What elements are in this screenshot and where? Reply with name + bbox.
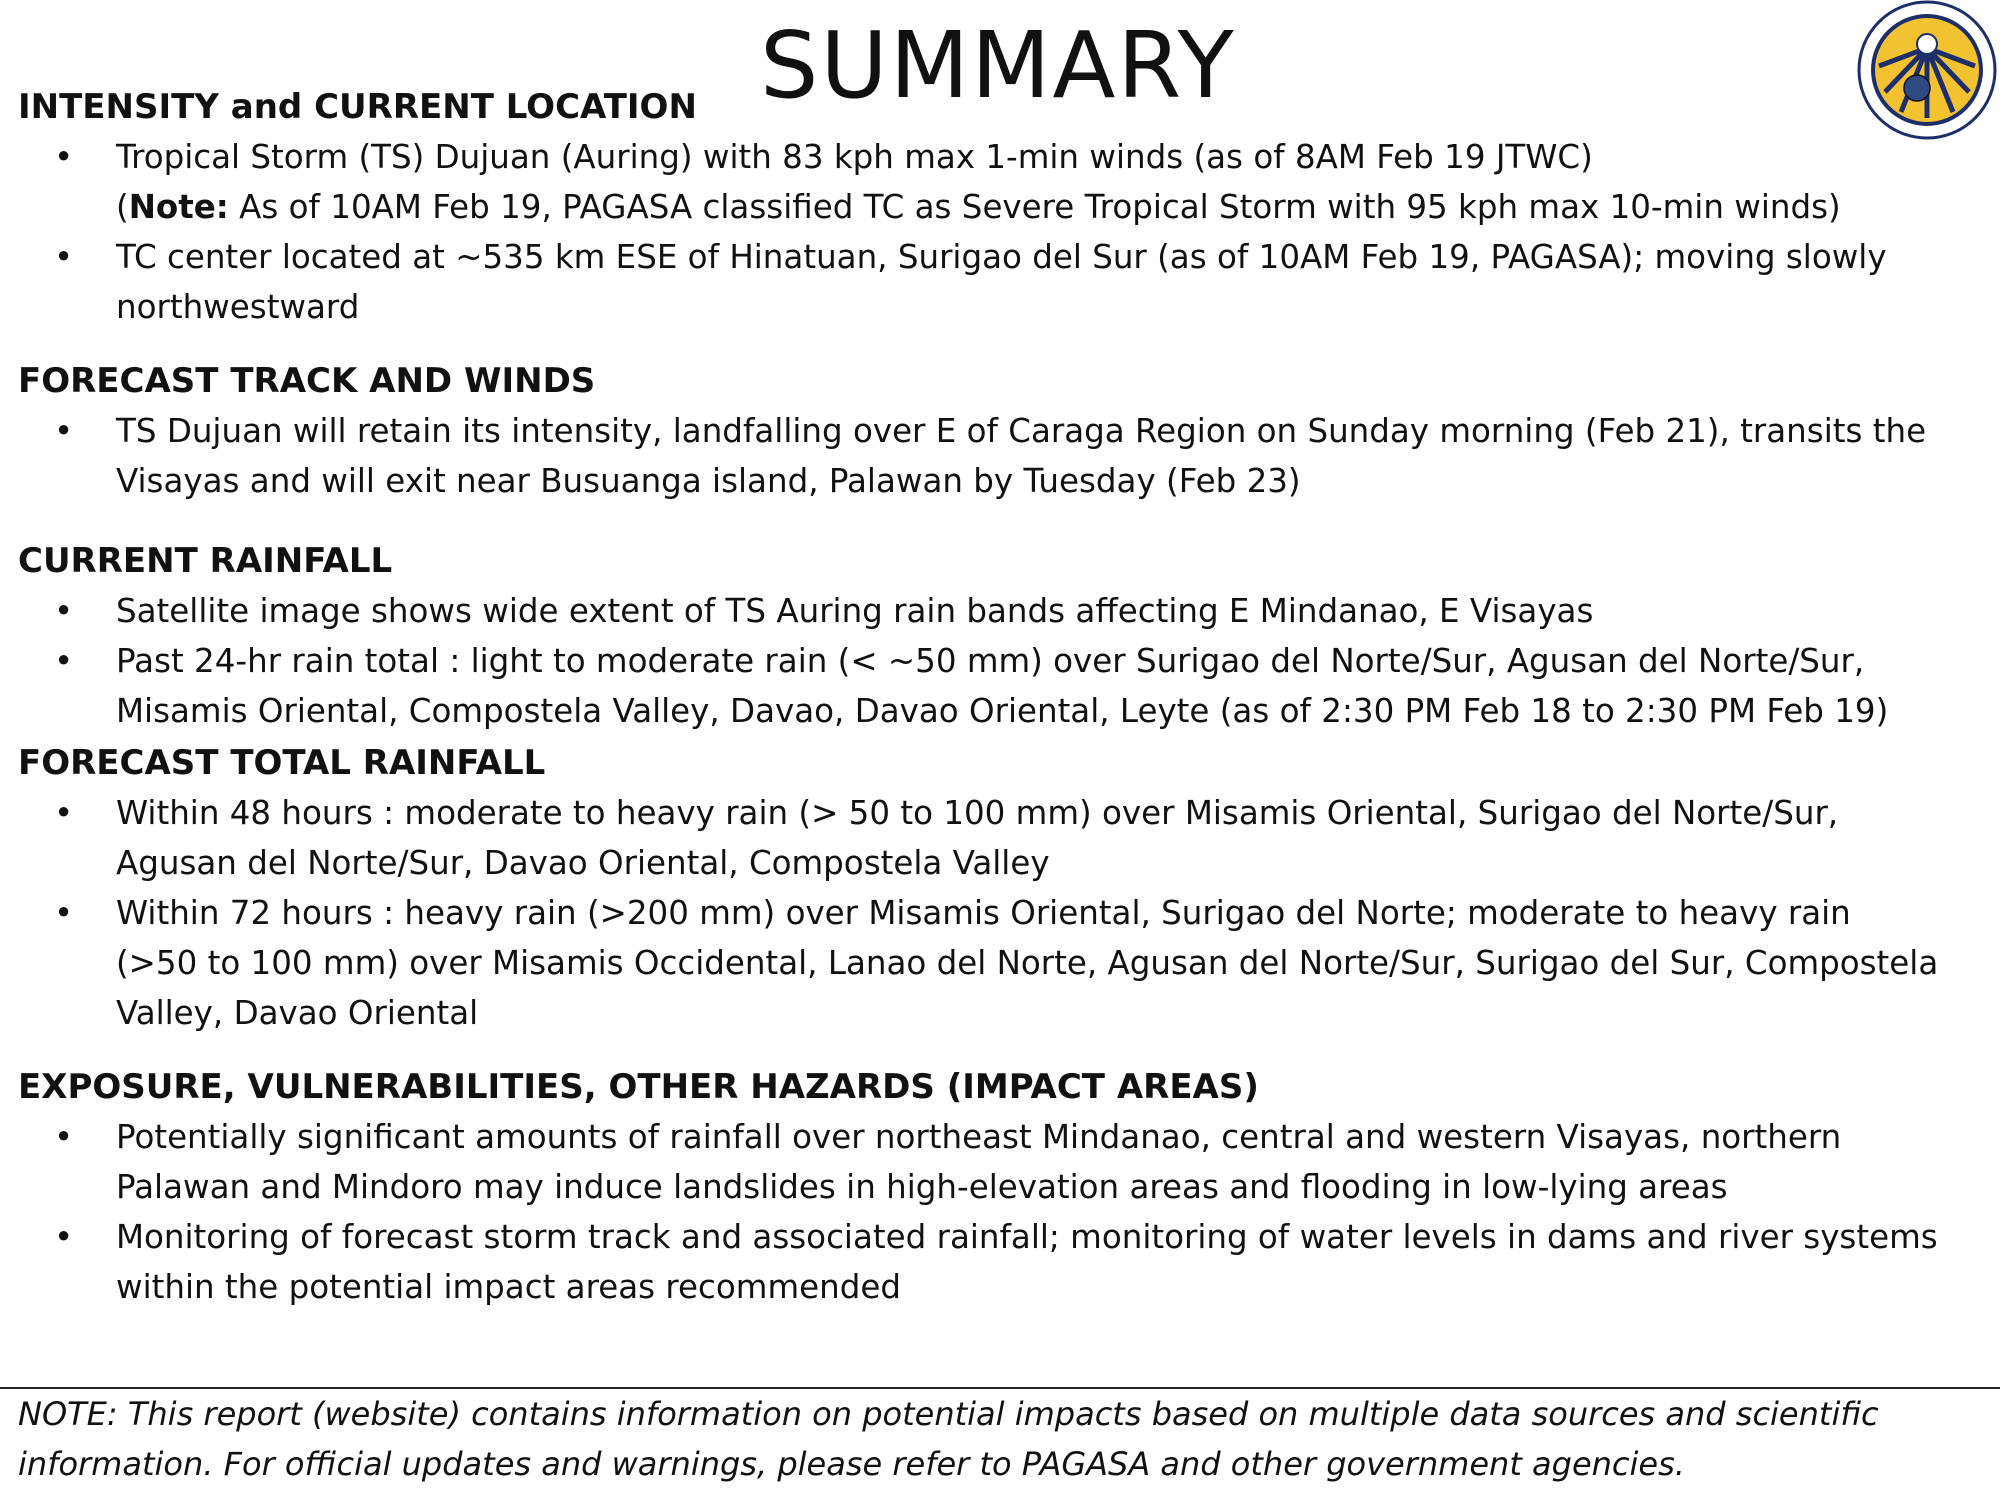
bullet-dot: • xyxy=(54,138,74,176)
bullet-line: Within 48 hours : moderate to heavy rain (> 50 to 100 mm) over Misamis Oriental, Surigao del Norte/Sur, xyxy=(116,794,1839,832)
note-label: Note: xyxy=(128,188,229,226)
bullet-dot: • xyxy=(54,1118,74,1156)
bullet-line: Satellite image shows wide extent of TS Auring rain bands affecting E Mindanao, E Visayas xyxy=(116,592,1594,630)
note-line xyxy=(116,182,1988,232)
list-item xyxy=(18,232,1988,332)
bullet-dot: • xyxy=(54,894,74,932)
section-current-rainfall xyxy=(18,536,1988,736)
section-exposure-hazards xyxy=(18,1062,1988,1312)
bullet-line: Agusan del Norte/Sur, Davao Oriental, Compostela Valley xyxy=(116,844,1050,882)
section-heading: INTENSITY and CURRENT LOCATION xyxy=(18,87,697,127)
section-forecast-total-rainfall xyxy=(18,738,1988,1038)
bullet-line: Palawan and Mindoro may induce landslides in high-elevation areas and flooding in low-lying areas xyxy=(116,1168,1728,1206)
bullet-list xyxy=(18,406,1988,506)
list-item xyxy=(18,132,1988,232)
section-heading: CURRENT RAINFALL xyxy=(18,541,393,581)
summary-content xyxy=(18,82,1988,1312)
page-title: SUMMARY xyxy=(760,12,1236,119)
bullet-list xyxy=(18,1112,1988,1312)
section-forecast-track xyxy=(18,356,1988,506)
bullet-list xyxy=(18,132,1988,332)
bullet-line: TS Dujuan will retain its intensity, landfalling over E of Caraga Region on Sunday morning (Feb 21), transits the xyxy=(116,412,1927,450)
bullet-dot: • xyxy=(54,794,74,832)
bullet-line: Within 72 hours : heavy rain (>200 mm) over Misamis Oriental, Surigao del Norte; moderate to heavy rain xyxy=(116,894,1851,932)
bullet-line: (>50 to 100 mm) over Misamis Occidental, Lanao del Norte, Agusan del Norte/Sur, Surigao del Sur, Compostela xyxy=(116,944,1939,982)
note-open-paren: ( xyxy=(116,188,129,226)
bullet-line: Monitoring of forecast storm track and associated rainfall; monitoring of water levels in dams and river systems xyxy=(116,1218,1938,1256)
bullet-list xyxy=(18,586,1988,736)
bullet-line: Tropical Storm (TS) Dujuan (Auring) with 83 kph max 1-min winds (as of 8AM Feb 19 JTWC) xyxy=(116,138,1593,176)
section-heading: FORECAST TRACK AND WINDS xyxy=(18,361,596,401)
list-item xyxy=(18,406,1988,506)
footer-disclaimer xyxy=(18,1389,1978,1489)
bullet-dot: • xyxy=(54,1218,74,1256)
footer-line: NOTE: This report (website) contains information on potential impacts based on multiple data sources and scientific xyxy=(18,1395,1879,1433)
section-heading: FORECAST TOTAL RAINFALL xyxy=(18,743,546,783)
list-item xyxy=(18,636,1988,736)
note-text: As of 10AM Feb 19, PAGASA classified TC as Severe Tropical Storm with 95 kph max 10-min winds) xyxy=(228,188,1841,226)
footer-line: information. For official updates and warnings, please refer to PAGASA and other government agencies. xyxy=(18,1445,1685,1483)
section-heading: EXPOSURE, VULNERABILITIES, OTHER HAZARDS (IMPACT AREAS) xyxy=(18,1067,1259,1107)
bullet-dot: • xyxy=(54,592,74,630)
bullet-line: TC center located at ~535 km ESE of Hinatuan, Surigao del Sur (as of 10AM Feb 19, PAGASA); moving slowly xyxy=(116,238,1887,276)
list-item xyxy=(18,788,1988,888)
bullet-line: Misamis Oriental, Compostela Valley, Davao, Davao Oriental, Leyte (as of 2:30 PM Feb 18 to 2:30 PM Feb 19) xyxy=(116,692,1889,730)
bullet-dot: • xyxy=(54,238,74,276)
bullet-line: Past 24-hr rain total : light to moderate rain (< ~50 mm) over Surigao del Norte/Sur, Agusan del Norte/Sur, xyxy=(116,642,1865,680)
bullet-line: Potentially significant amounts of rainfall over northeast Mindanao, central and western Visayas, northern xyxy=(116,1118,1842,1156)
list-item xyxy=(18,586,1988,636)
list-item xyxy=(18,1112,1988,1212)
bullet-dot: • xyxy=(54,642,74,680)
bullet-line: within the potential impact areas recommended xyxy=(116,1268,901,1306)
list-item xyxy=(18,888,1988,1038)
bullet-dot: • xyxy=(54,412,74,450)
bullet-line: Valley, Davao Oriental xyxy=(116,994,479,1032)
list-item xyxy=(18,1212,1988,1312)
section-intensity-location xyxy=(18,82,1988,332)
bullet-list xyxy=(18,788,1988,1038)
bullet-line: northwestward xyxy=(116,288,360,326)
bullet-line: Visayas and will exit near Busuanga island, Palawan by Tuesday (Feb 23) xyxy=(116,462,1301,500)
